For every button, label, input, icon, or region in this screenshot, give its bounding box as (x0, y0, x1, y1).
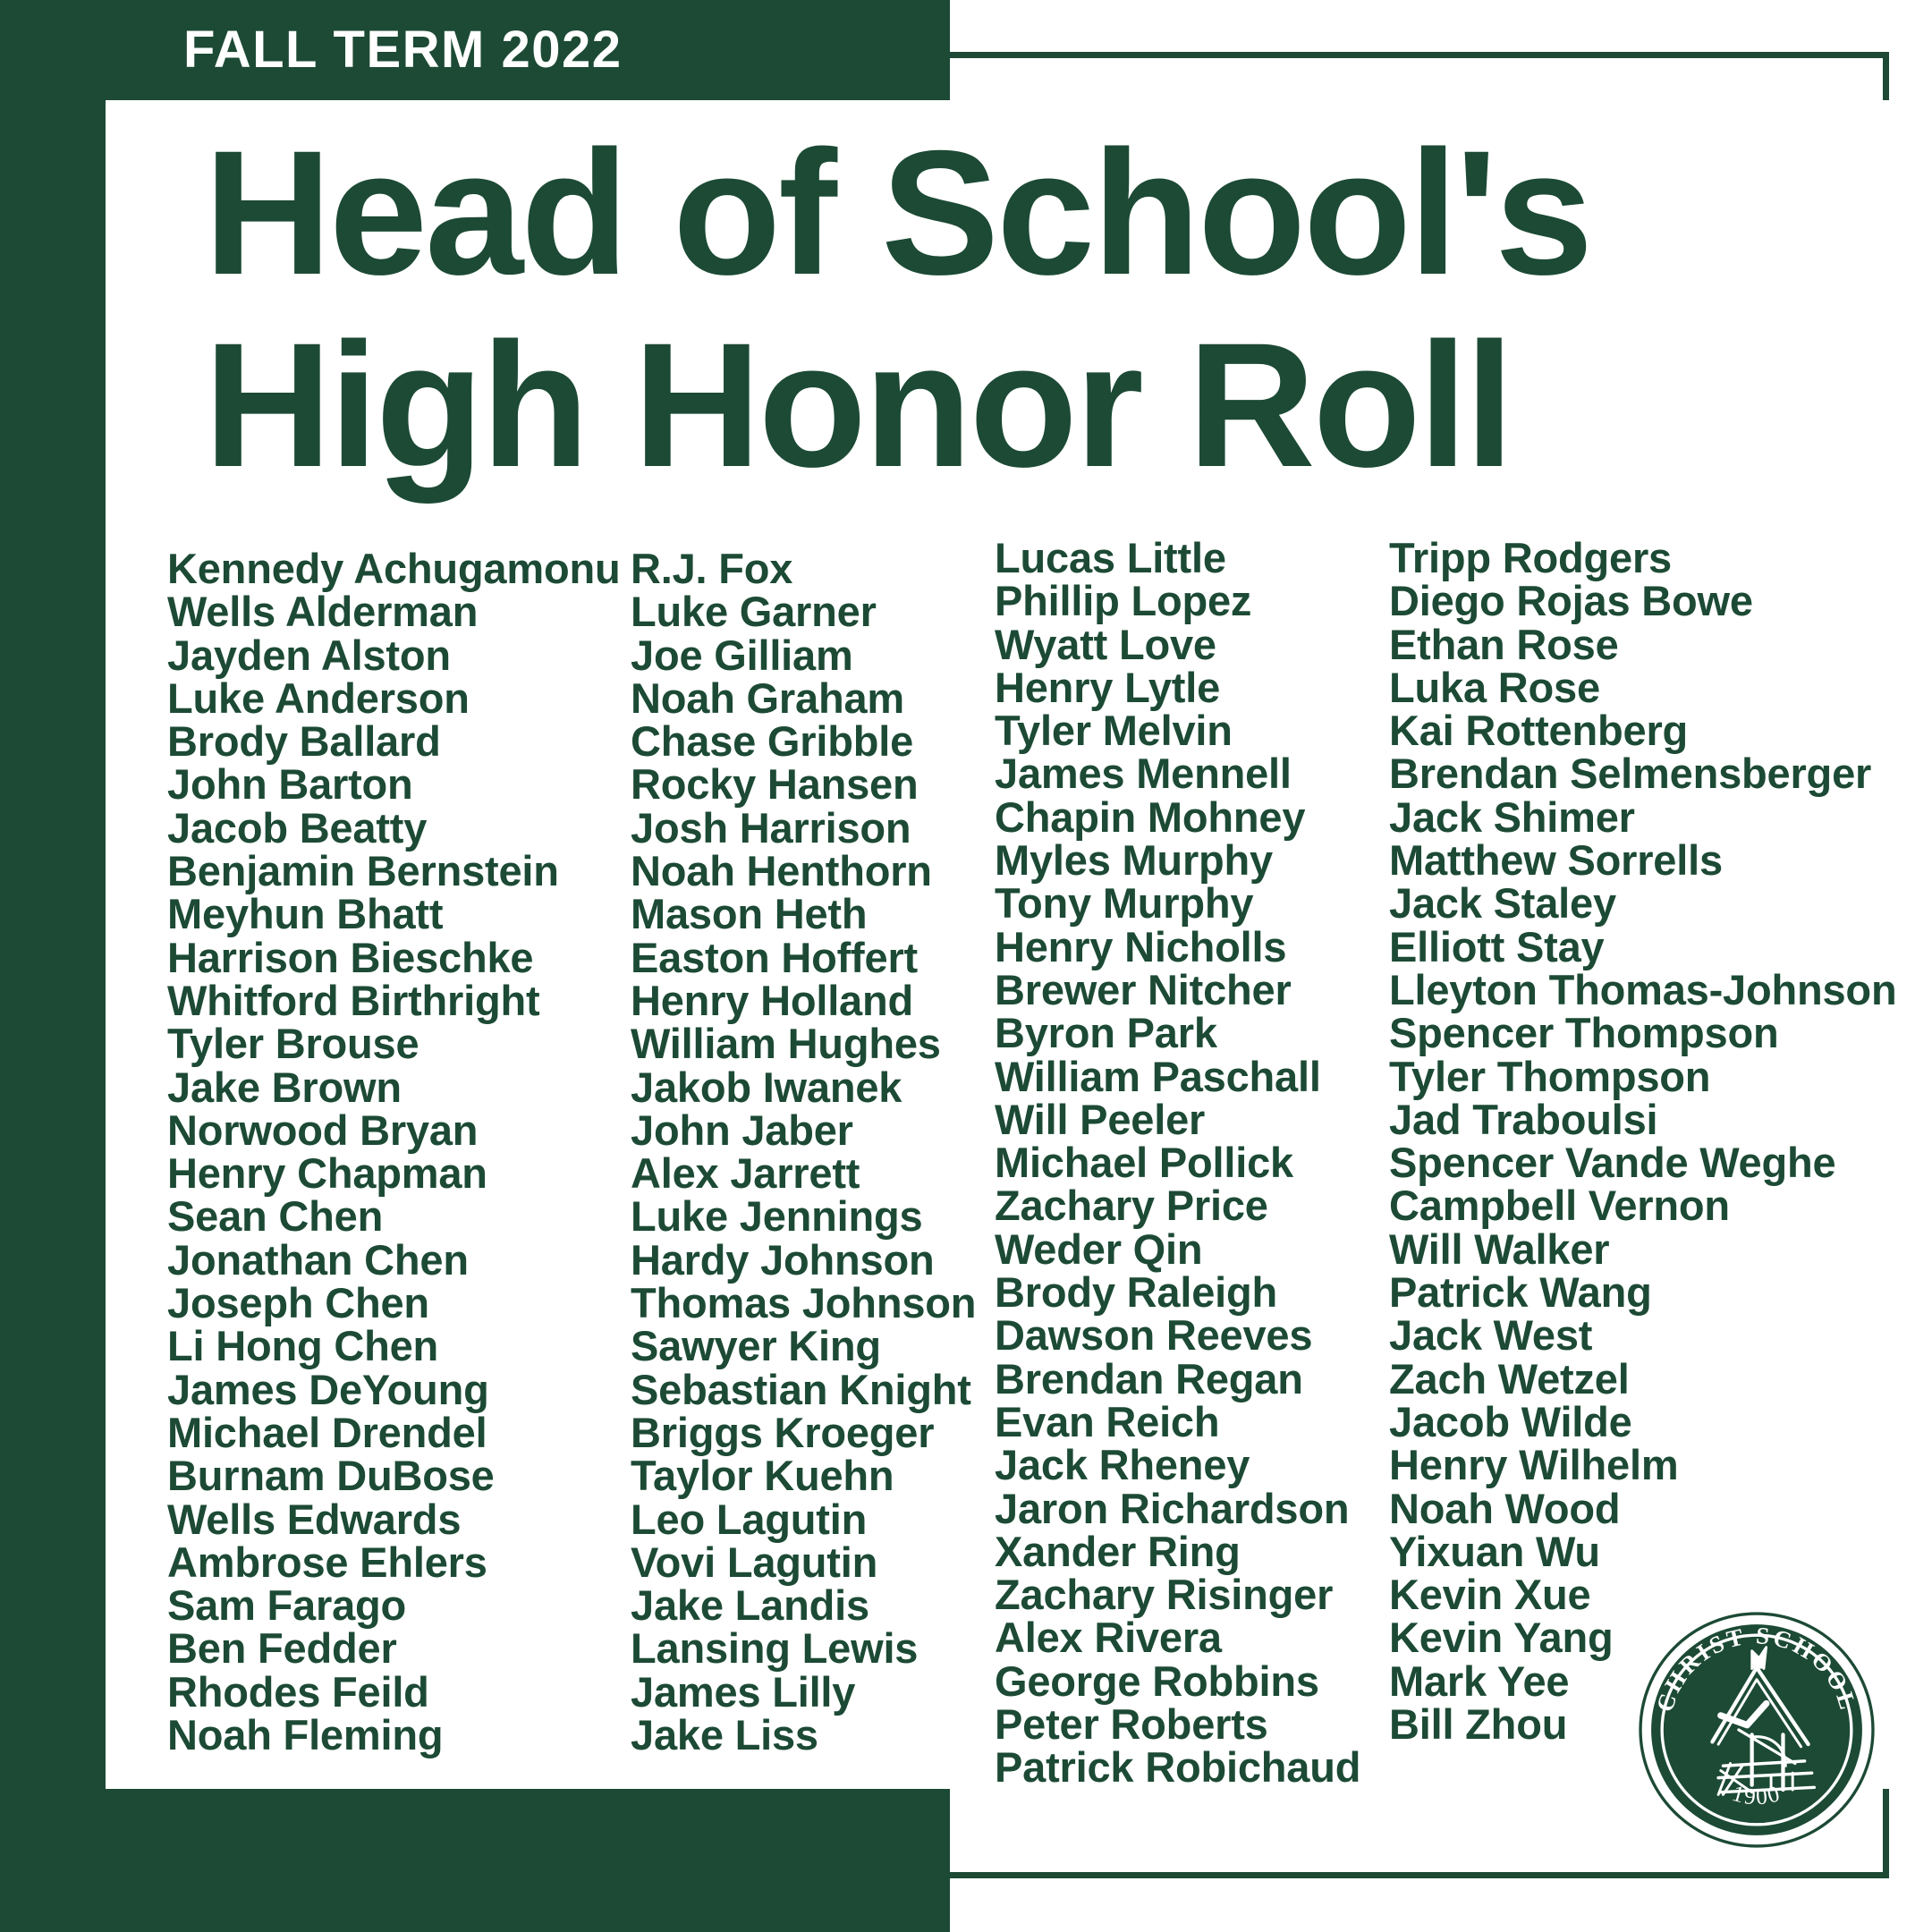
honoree-name: Jad Traboulsi (1389, 1095, 1658, 1143)
name-column-4 (1389, 534, 1897, 1749)
honoree-name: Chapin Mohney (995, 792, 1306, 841)
honoree-name: Evan Reich (995, 1397, 1220, 1445)
honoree-name: James Mennell (995, 750, 1292, 798)
honoree-name: Luke Anderson (167, 674, 470, 722)
honoree-name: Jack Rheney (995, 1441, 1250, 1489)
honoree-name: John Jaber (631, 1106, 853, 1154)
honoree-name: Noah Wood (1389, 1484, 1621, 1532)
honoree-name: Tyler Melvin (995, 707, 1233, 755)
honoree-name: Sawyer King (631, 1322, 881, 1370)
honoree-name: Jack West (1389, 1311, 1593, 1360)
honoree-name: Jayden Alston (167, 631, 451, 679)
honoree-name: Myles Murphy (995, 836, 1273, 885)
name-column-1 (167, 547, 620, 1757)
honoree-name: Will Walker (1389, 1224, 1610, 1273)
honoree-name: Spencer Vande Weghe (1389, 1139, 1836, 1187)
honoree-name: George Robbins (995, 1657, 1319, 1705)
honoree-name: Briggs Kroeger (631, 1408, 935, 1456)
honoree-name: Kai Rottenberg (1389, 707, 1689, 755)
honoree-name: James Lilly (631, 1667, 856, 1716)
svg-text:1900 (1730, 1780, 1784, 1809)
honoree-name: Jake Liss (631, 1711, 818, 1759)
honoree-name: Michael Pollick (995, 1139, 1293, 1187)
honoree-name: Leo Lagutin (631, 1495, 868, 1543)
honoree-name: Alex Rivera (995, 1614, 1222, 1662)
term-eyebrow-label: FALL TERM 2022 (183, 21, 623, 79)
honoree-name: Wells Alderman (167, 588, 479, 636)
honoree-name: Taylor Kuehn (631, 1452, 894, 1500)
honoree-name: Jacob Beatty (167, 803, 428, 852)
honoree-name: Noah Fleming (167, 1711, 444, 1759)
honoree-name: Meyhun Bhatt (167, 890, 444, 938)
honoree-name: Joe Gilliam (631, 631, 853, 679)
honoree-name: Diego Rojas Bowe (1389, 577, 1753, 625)
page-title (204, 114, 1885, 504)
honoree-name: Phillip Lopez (995, 577, 1252, 625)
honoree-name: Dawson Reeves (995, 1311, 1313, 1360)
honoree-name: Elliott Stay (1389, 922, 1605, 970)
honoree-name: Tony Murphy (995, 879, 1254, 928)
honoree-name: Vovi Lagutin (631, 1538, 878, 1586)
honoree-name: Luke Garner (631, 588, 877, 636)
honoree-name: Henry Holland (631, 976, 914, 1024)
honoree-name: Luka Rose (1389, 663, 1600, 711)
honoree-name: Brewer Nitcher (995, 965, 1292, 1013)
honoree-name: Norwood Bryan (167, 1106, 479, 1154)
honoree-name: Jake Brown (167, 1063, 402, 1111)
honoree-name: Yixuan Wu (1389, 1527, 1600, 1575)
honoree-name: Wells Edwards (167, 1495, 462, 1543)
honoree-name: Whitford Birthright (167, 976, 540, 1024)
honoree-name: Hardy Johnson (631, 1235, 935, 1284)
honoree-name: Sam Farago (167, 1581, 407, 1630)
honoree-name: Joseph Chen (167, 1279, 429, 1327)
honoree-name: Xander Ring (995, 1527, 1241, 1575)
honoree-name: Wyatt Love (995, 620, 1216, 668)
honoree-name: Lleyton Thomas-Johnson (1389, 965, 1897, 1013)
honoree-name: R.J. Fox (631, 545, 793, 592)
honoree-name: Tyler Brouse (167, 1020, 419, 1068)
honoree-name: Noah Henthorn (631, 847, 932, 895)
honoree-name: Lansing Lewis (631, 1624, 919, 1673)
honoree-name: Ethan Rose (1389, 620, 1619, 668)
honoree-name: Brendan Selmensberger (1389, 750, 1872, 798)
name-column-2 (631, 547, 976, 1757)
honoree-name: Jack Shimer (1389, 792, 1635, 841)
honoree-name: Jake Landis (631, 1581, 869, 1630)
name-column-3 (995, 534, 1361, 1792)
honoree-name: Henry Nicholls (995, 922, 1287, 970)
honoree-name: Sean Chen (167, 1192, 384, 1241)
honoree-name: Ambrose Ehlers (167, 1538, 487, 1586)
seal-top-text: CHRIST SCHOOL (1650, 1622, 1863, 1716)
honoree-name: Brody Ballard (167, 717, 441, 766)
honoree-name: Patrick Wang (1389, 1268, 1652, 1317)
honoree-name: Chase Gribble (631, 717, 914, 766)
honoree-name: Michael Drendel (167, 1408, 487, 1456)
honoree-name: Henry Wilhelm (1389, 1441, 1679, 1489)
honoree-name: William Hughes (631, 1020, 941, 1068)
page-title-line-1: Head of School's (204, 114, 1591, 311)
page-title-line-2: High Honor Roll (204, 306, 1512, 504)
honoree-name: Weder Qin (995, 1224, 1203, 1273)
honoree-name: Matthew Sorrells (1389, 836, 1723, 885)
honoree-name: Bill Zhou (1389, 1700, 1568, 1749)
honoree-name: Easton Hoffert (631, 933, 918, 981)
honoree-name: Zachary Risinger (995, 1571, 1334, 1619)
christ-school-seal-logo (1637, 1610, 1877, 1850)
honoree-name: Ben Fedder (167, 1624, 397, 1673)
honoree-name: Jaron Richardson (995, 1484, 1350, 1532)
honoree-name: Thomas Johnson (631, 1279, 977, 1327)
honoree-name: Will Peeler (995, 1095, 1206, 1143)
honoree-name: Brody Raleigh (995, 1268, 1278, 1317)
honoree-name: Noah Graham (631, 674, 904, 722)
honoree-name: Benjamin Bernstein (167, 847, 559, 895)
honoree-name: Henry Chapman (167, 1149, 487, 1198)
honoree-name: Tyler Thompson (1389, 1052, 1711, 1100)
honoree-name: James DeYoung (167, 1365, 489, 1413)
seal-year-text: 1900 (1729, 1780, 1784, 1810)
honoree-name: Josh Harrison (631, 803, 911, 852)
honoree-name: Jakob Iwanek (631, 1063, 902, 1111)
honoree-name: Burnam DuBose (167, 1452, 495, 1500)
honoree-name: William Paschall (995, 1052, 1321, 1100)
honoree-name: Lucas Little (995, 534, 1226, 581)
honoree-name: Campbell Vernon (1389, 1182, 1730, 1230)
honoree-name: Rocky Hansen (631, 760, 919, 809)
honoree-name: Luke Jennings (631, 1192, 923, 1241)
honoree-name: Sebastian Knight (631, 1365, 971, 1413)
honoree-name: Alex Jarrett (631, 1149, 860, 1198)
honoree-name: Mark Yee (1389, 1657, 1570, 1705)
honoree-name: Byron Park (995, 1009, 1217, 1057)
honoree-name: Jack Staley (1389, 879, 1616, 928)
honoree-name: Peter Roberts (995, 1700, 1268, 1749)
honoree-name: Kevin Yang (1389, 1614, 1614, 1662)
honoree-name: Spencer Thompson (1389, 1009, 1779, 1057)
honoree-name: Henry Lytle (995, 663, 1221, 711)
honoree-name: Li Hong Chen (167, 1322, 439, 1370)
honoree-name: Tripp Rodgers (1389, 534, 1672, 581)
honoree-name: Zachary Price (995, 1182, 1268, 1230)
honoree-name: Jacob Wilde (1389, 1397, 1632, 1445)
honoree-name: Patrick Robichaud (995, 1743, 1361, 1792)
honoree-name: Zach Wetzel (1389, 1354, 1630, 1402)
honoree-name: Brendan Regan (995, 1354, 1303, 1402)
honoree-name: John Barton (167, 760, 413, 809)
honoree-name: Harrison Bieschke (167, 933, 534, 981)
honoree-name: Rhodes Feild (167, 1667, 429, 1716)
honoree-name: Jonathan Chen (167, 1235, 469, 1284)
honoree-name: Mason Heth (631, 890, 868, 938)
honoree-name: Kevin Xue (1389, 1571, 1591, 1619)
honoree-name: Kennedy Achugamonu (167, 545, 621, 592)
